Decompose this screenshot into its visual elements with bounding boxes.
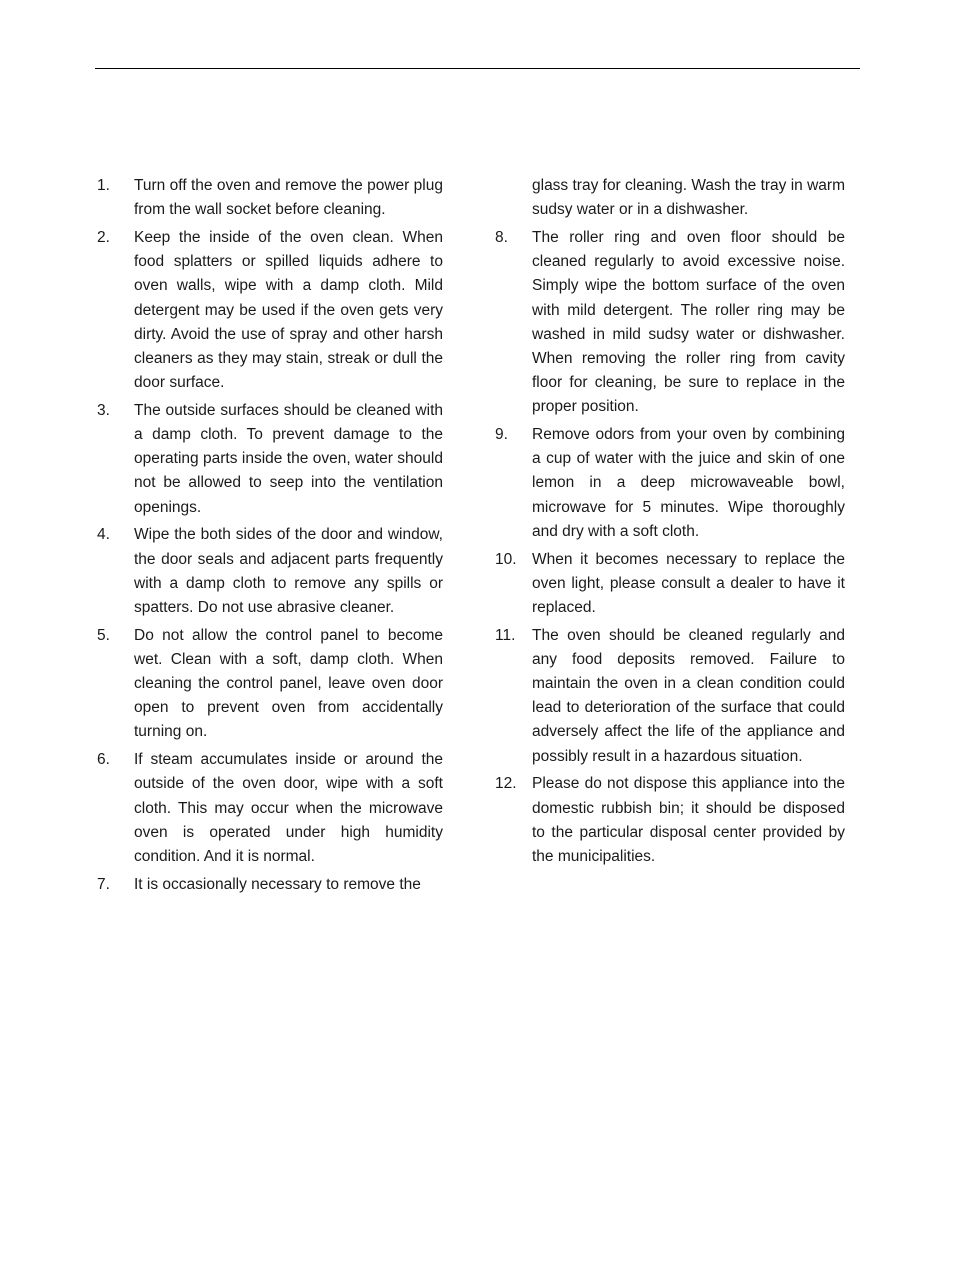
list-item: [495, 772, 845, 869]
item-text: It is occasionally necessary to remove the: [134, 875, 421, 893]
item-number: 12.: [495, 775, 517, 793]
item-text: The roller ring and oven floor should be cleaned regularly to avoid excessive noise. Simply wipe the bottom surface of the oven with mild detergent. The roller ring may be washed in mild sudsy water or dishwasher. When removing the roller ring from cavity floor for cleaning, be sure to replace in the proper position.: [532, 228, 845, 416]
cleaning-instructions-right-column: [495, 174, 845, 873]
list-item: [97, 523, 443, 620]
item-text: Do not allow the control panel to become wet. Clean with a soft, damp cloth. When cleaning the control panel, leave oven door open to prevent oven from accidentally turning on.: [134, 626, 443, 741]
item-text: Please do not dispose this appliance into the domestic rubbish bin; it should be disposed to the particular disposal center provided by the municipalities.: [532, 775, 845, 865]
list-item: [97, 226, 443, 395]
item-number: 11.: [495, 626, 516, 644]
item-number: 4.: [97, 526, 110, 544]
item-number: 5.: [97, 626, 110, 644]
list-item: [495, 226, 845, 420]
item-number: 3.: [97, 401, 110, 419]
item-text: glass tray for cleaning. Wash the tray in warm sudsy water or in a dishwasher.: [532, 177, 845, 219]
list-item: [97, 399, 443, 520]
item-text: Keep the inside of the oven clean. When food splatters or spilled liquids adhere to oven walls, wipe with a damp cloth. Mild detergent may be used if the oven gets very dirty. Avoid the use of spray and other harsh cleaners as they may stain, streak or dull the door surface.: [134, 228, 443, 392]
list-item: [495, 624, 845, 769]
item-text: Turn off the oven and remove the power plug from the wall socket before cleaning.: [134, 177, 443, 219]
item-number: 6.: [97, 751, 110, 769]
list-item: [97, 748, 443, 869]
header-rule: [95, 68, 860, 69]
list-item: [495, 548, 845, 621]
item-number: 8.: [495, 228, 508, 246]
list-item: [97, 174, 443, 222]
item-text: The oven should be cleaned regularly and any food deposits removed. Failure to maintain the oven in a clean condition could lead to deterioration of the surface that could adversely affect the life of the appliance and possibly result in a hazardous situation.: [532, 626, 845, 765]
item-text: When it becomes necessary to replace the oven light, please consult a dealer to have it replaced.: [532, 550, 845, 616]
item-text: If steam accumulates inside or around the outside of the oven door, wipe with a soft cloth. This may occur when the microwave oven is operated under high humidity condition. And it is normal.: [134, 751, 443, 865]
item-number: 2.: [97, 228, 110, 246]
cleaning-instructions-left-column: [97, 174, 443, 900]
list-item: [97, 624, 443, 745]
item-number: 9.: [495, 426, 508, 444]
item-number: 7.: [97, 875, 110, 893]
item-text: Wipe the both sides of the door and window, the door seals and adjacent parts frequently with a damp cloth to remove any spills or spatters. Do not use abrasive cleaner.: [134, 526, 443, 616]
item-number: 1.: [97, 177, 110, 194]
item-text: Remove odors from your oven by combining a cup of water with the juice and skin of one lemon in a deep microwaveable bowl, microwave for 5 minutes. Wipe thoroughly and dry with a soft cloth.: [532, 426, 845, 540]
item-text: The outside surfaces should be cleaned with a damp cloth. To prevent damage to the operating parts inside the oven, water should not be allowed to seep into the ventilation openings.: [134, 401, 443, 516]
list-item-continuation: [495, 174, 845, 222]
list-item: [495, 423, 845, 544]
item-number: 10.: [495, 550, 517, 568]
list-item: [97, 873, 443, 897]
